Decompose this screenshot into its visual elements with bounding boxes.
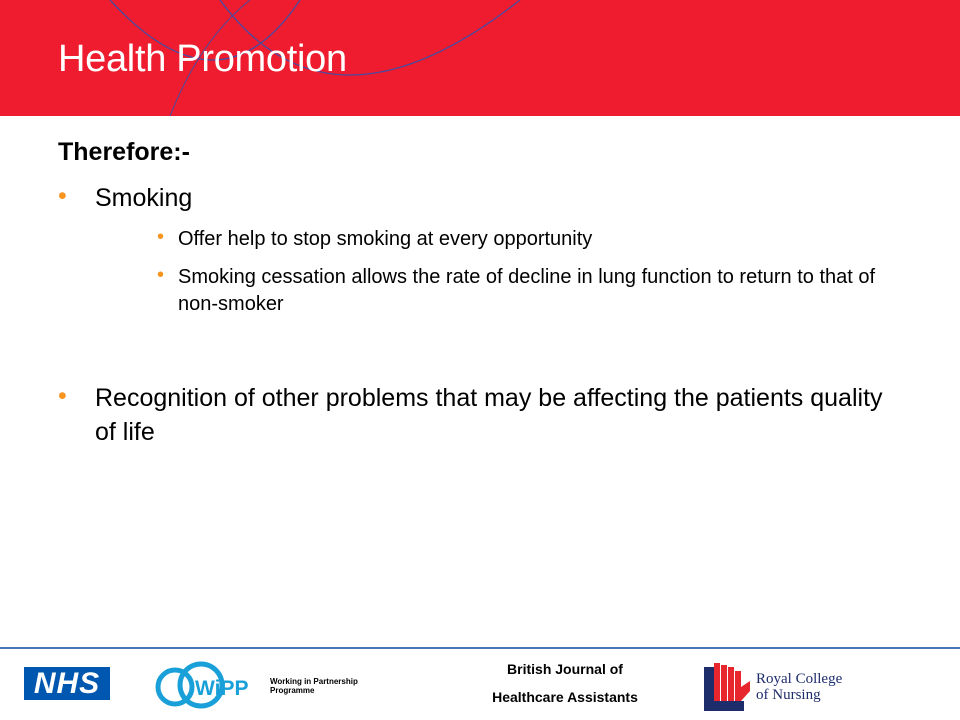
journal-line2: Healthcare Assistants [492,689,638,705]
subbullet-cessation: Smoking cessation allows the rate of decline in lung function to return to that of non-smoker [178,266,876,315]
rcn-line2: of Nursing [756,687,821,703]
wipp-caption: Working in Partnership Programme [270,677,358,695]
rcn-line1: Royal College [756,671,843,687]
footer [0,649,960,720]
bullet-recognition: Recognition of other problems that may be affecting the patients quality of life [95,384,883,446]
bullet-smoking: Smoking [95,184,193,212]
subheading: Therefore:- [58,138,190,166]
subbullet-marker: • [157,264,165,286]
rcn-hand-icon [700,661,754,713]
subbullet-offer-help: Offer help to stop smoking at every opportunity [178,228,593,250]
slide-title: Health Promotion [58,38,347,80]
wipp-logo-icon [155,659,267,711]
nhs-logo: NHS [24,667,110,700]
rcn-logo-text [756,671,842,703]
journal-line1: British Journal of [507,661,623,677]
subbullet-marker: • [157,226,165,248]
bullet-marker: • [58,382,67,410]
title-band [0,0,960,116]
bullet-marker: • [58,182,67,210]
wipp-logo-text: WiPP [195,677,249,700]
